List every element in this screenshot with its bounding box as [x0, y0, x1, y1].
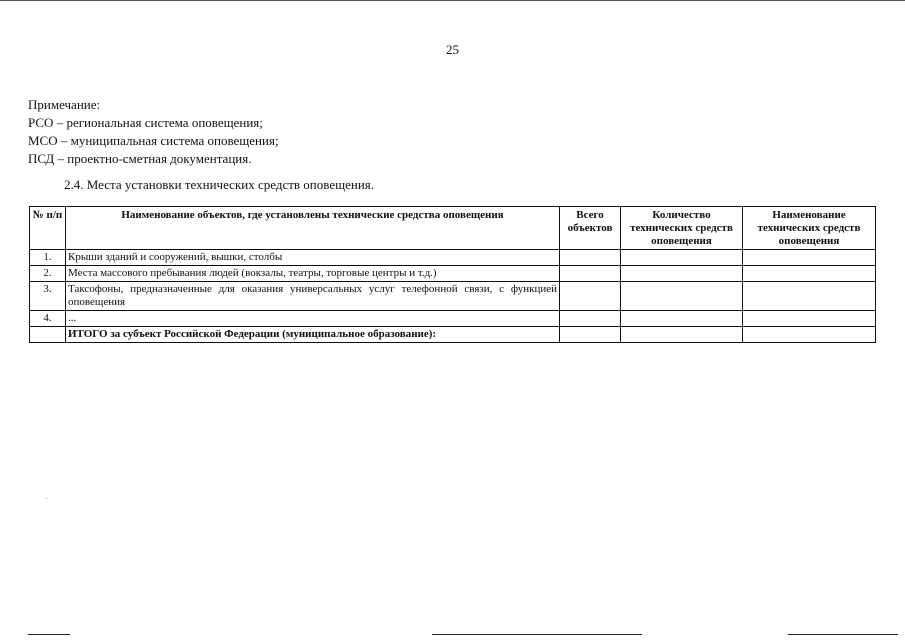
note-line: РСО – региональная система оповещения;: [28, 115, 263, 130]
header-total-objects: Всего объектов: [560, 207, 621, 250]
table-row: [30, 250, 876, 266]
cell-empty: [743, 311, 876, 327]
cell-empty: [743, 266, 876, 282]
notes-block: [28, 96, 279, 168]
table-total-row: [30, 327, 876, 343]
row-object-name: Места массового пребывания людей (вокзалы, театры, торговые центры и т.д.): [66, 266, 560, 282]
cell-empty: [30, 327, 66, 343]
cell-empty: [743, 327, 876, 343]
table-row: [30, 311, 876, 327]
note-line: МСО – муниципальная система оповещения;: [28, 133, 279, 148]
cell-empty: [621, 282, 743, 311]
scan-edge-top: [0, 0, 905, 1]
table-row: [30, 282, 876, 311]
cell-empty: [621, 266, 743, 282]
scan-speck: [46, 498, 47, 499]
cell-empty: [560, 282, 621, 311]
cell-empty: [621, 311, 743, 327]
table-row: [30, 266, 876, 282]
row-object-name: Таксофоны, предназначенные для оказания универсальных услуг телефонной связи, с функцией оповещения: [66, 282, 560, 311]
row-num: 4.: [30, 311, 66, 327]
row-num: 3.: [30, 282, 66, 311]
header-device-name: Наименование технических средств оповещения: [743, 207, 876, 250]
page-number: 25: [446, 42, 459, 57]
row-object-name: ...: [66, 311, 560, 327]
row-object-name: Крыши зданий и сооружений, вышки, столбы: [66, 250, 560, 266]
table-header-row: [30, 207, 876, 250]
notes-heading: Примечание:: [28, 97, 101, 112]
scan-edge-bottom-left: [28, 634, 70, 635]
header-num: № п/п: [30, 207, 66, 250]
row-num: 2.: [30, 266, 66, 282]
header-object-name: Наименование объектов, где установлены технические средства оповещения: [66, 207, 560, 250]
cell-empty: [621, 327, 743, 343]
header-device-count: Количество технических средств оповещения: [621, 207, 743, 250]
objects-table: [29, 206, 876, 343]
note-line: ПСД – проектно-сметная документация.: [28, 151, 252, 166]
row-num: 1.: [30, 250, 66, 266]
section-title: 2.4. Места установки технических средств оповещения.: [64, 177, 375, 192]
cell-empty: [560, 311, 621, 327]
cell-empty: [621, 250, 743, 266]
cell-empty: [743, 282, 876, 311]
total-label: ИТОГО за субъект Российской Федерации (муниципальное образование):: [66, 327, 560, 343]
cell-empty: [743, 250, 876, 266]
cell-empty: [560, 327, 621, 343]
scan-edge-bottom-right: [788, 634, 898, 635]
cell-empty: [560, 250, 621, 266]
cell-empty: [560, 266, 621, 282]
scan-edge-bottom-mid: [432, 634, 642, 635]
